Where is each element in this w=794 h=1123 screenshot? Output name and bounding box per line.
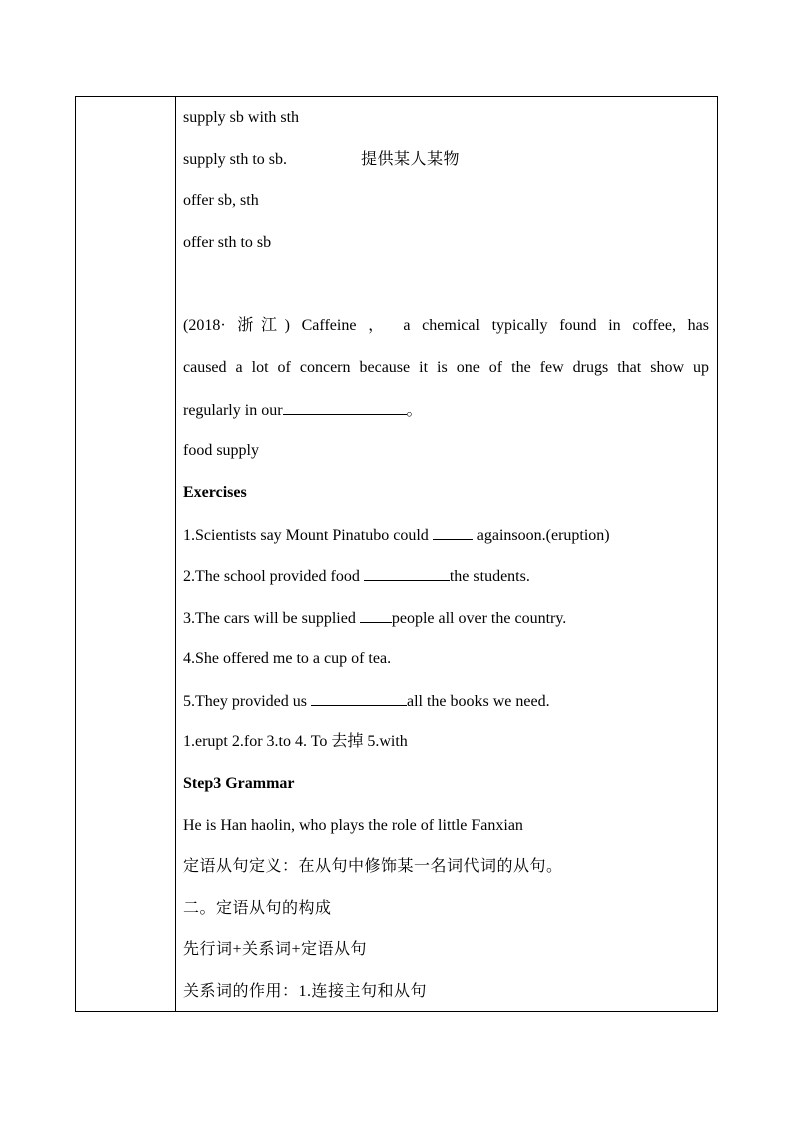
- line-supply-with: supply sb with sth: [183, 109, 300, 126]
- answer-blank: [364, 565, 450, 581]
- grammar-structure: 先行词+关系词+定语从句: [183, 941, 368, 958]
- left-column-cell: [76, 97, 176, 1011]
- example-line-2: caused a lot of concern because it is one of the few drugs that show up: [183, 359, 709, 376]
- lesson-table: [75, 96, 718, 1012]
- line-supply-to: supply sth to sb. 提供某人某物: [183, 151, 461, 168]
- exercises-heading: Exercises: [183, 484, 247, 501]
- chinese-gloss: 提供某人某物: [361, 151, 461, 168]
- grammar-structure-heading: 二。定语从句的构成: [183, 900, 332, 917]
- answer-blank: [283, 399, 407, 415]
- answer-blank: [360, 607, 392, 623]
- grammar-example: He is Han haolin, who plays the role of little Fanxian: [183, 817, 523, 834]
- exercise-3: 3.The cars will be supplied people all over the country.: [183, 607, 709, 630]
- example-line-3: regularly in our 。: [183, 399, 709, 422]
- answer-blank: [311, 690, 407, 706]
- relative-word-function: 关系词的作用：1.连接主句和从句: [183, 983, 428, 1000]
- answer-key: 1.erupt 2.for 3.to 4. To 去掉 5.with: [183, 733, 408, 750]
- line-offer-sb: offer sb, sth: [183, 192, 259, 209]
- grammar-definition: 定语从句定义：在从句中修饰某一名词代词的从句。: [183, 858, 563, 875]
- content-cell: [176, 97, 717, 1011]
- step3-heading: Step3 Grammar: [183, 775, 295, 792]
- line-offer-to: offer sth to sb: [183, 234, 272, 251]
- example-line-1: (2018· 浙江) Caffeine ， a chemical typically found in coffee, has: [183, 317, 709, 334]
- exercise-2: 2.The school provided food the students.: [183, 565, 709, 588]
- line-food-supply: food supply: [183, 442, 259, 459]
- exercise-1: 1.Scientists say Mount Pinatubo could againsoon.(eruption): [183, 524, 709, 547]
- answer-blank: [433, 524, 473, 540]
- exercise-5: 5.They provided us all the books we need.: [183, 690, 709, 713]
- exercise-4: 4.She offered me to a cup of tea.: [183, 650, 392, 667]
